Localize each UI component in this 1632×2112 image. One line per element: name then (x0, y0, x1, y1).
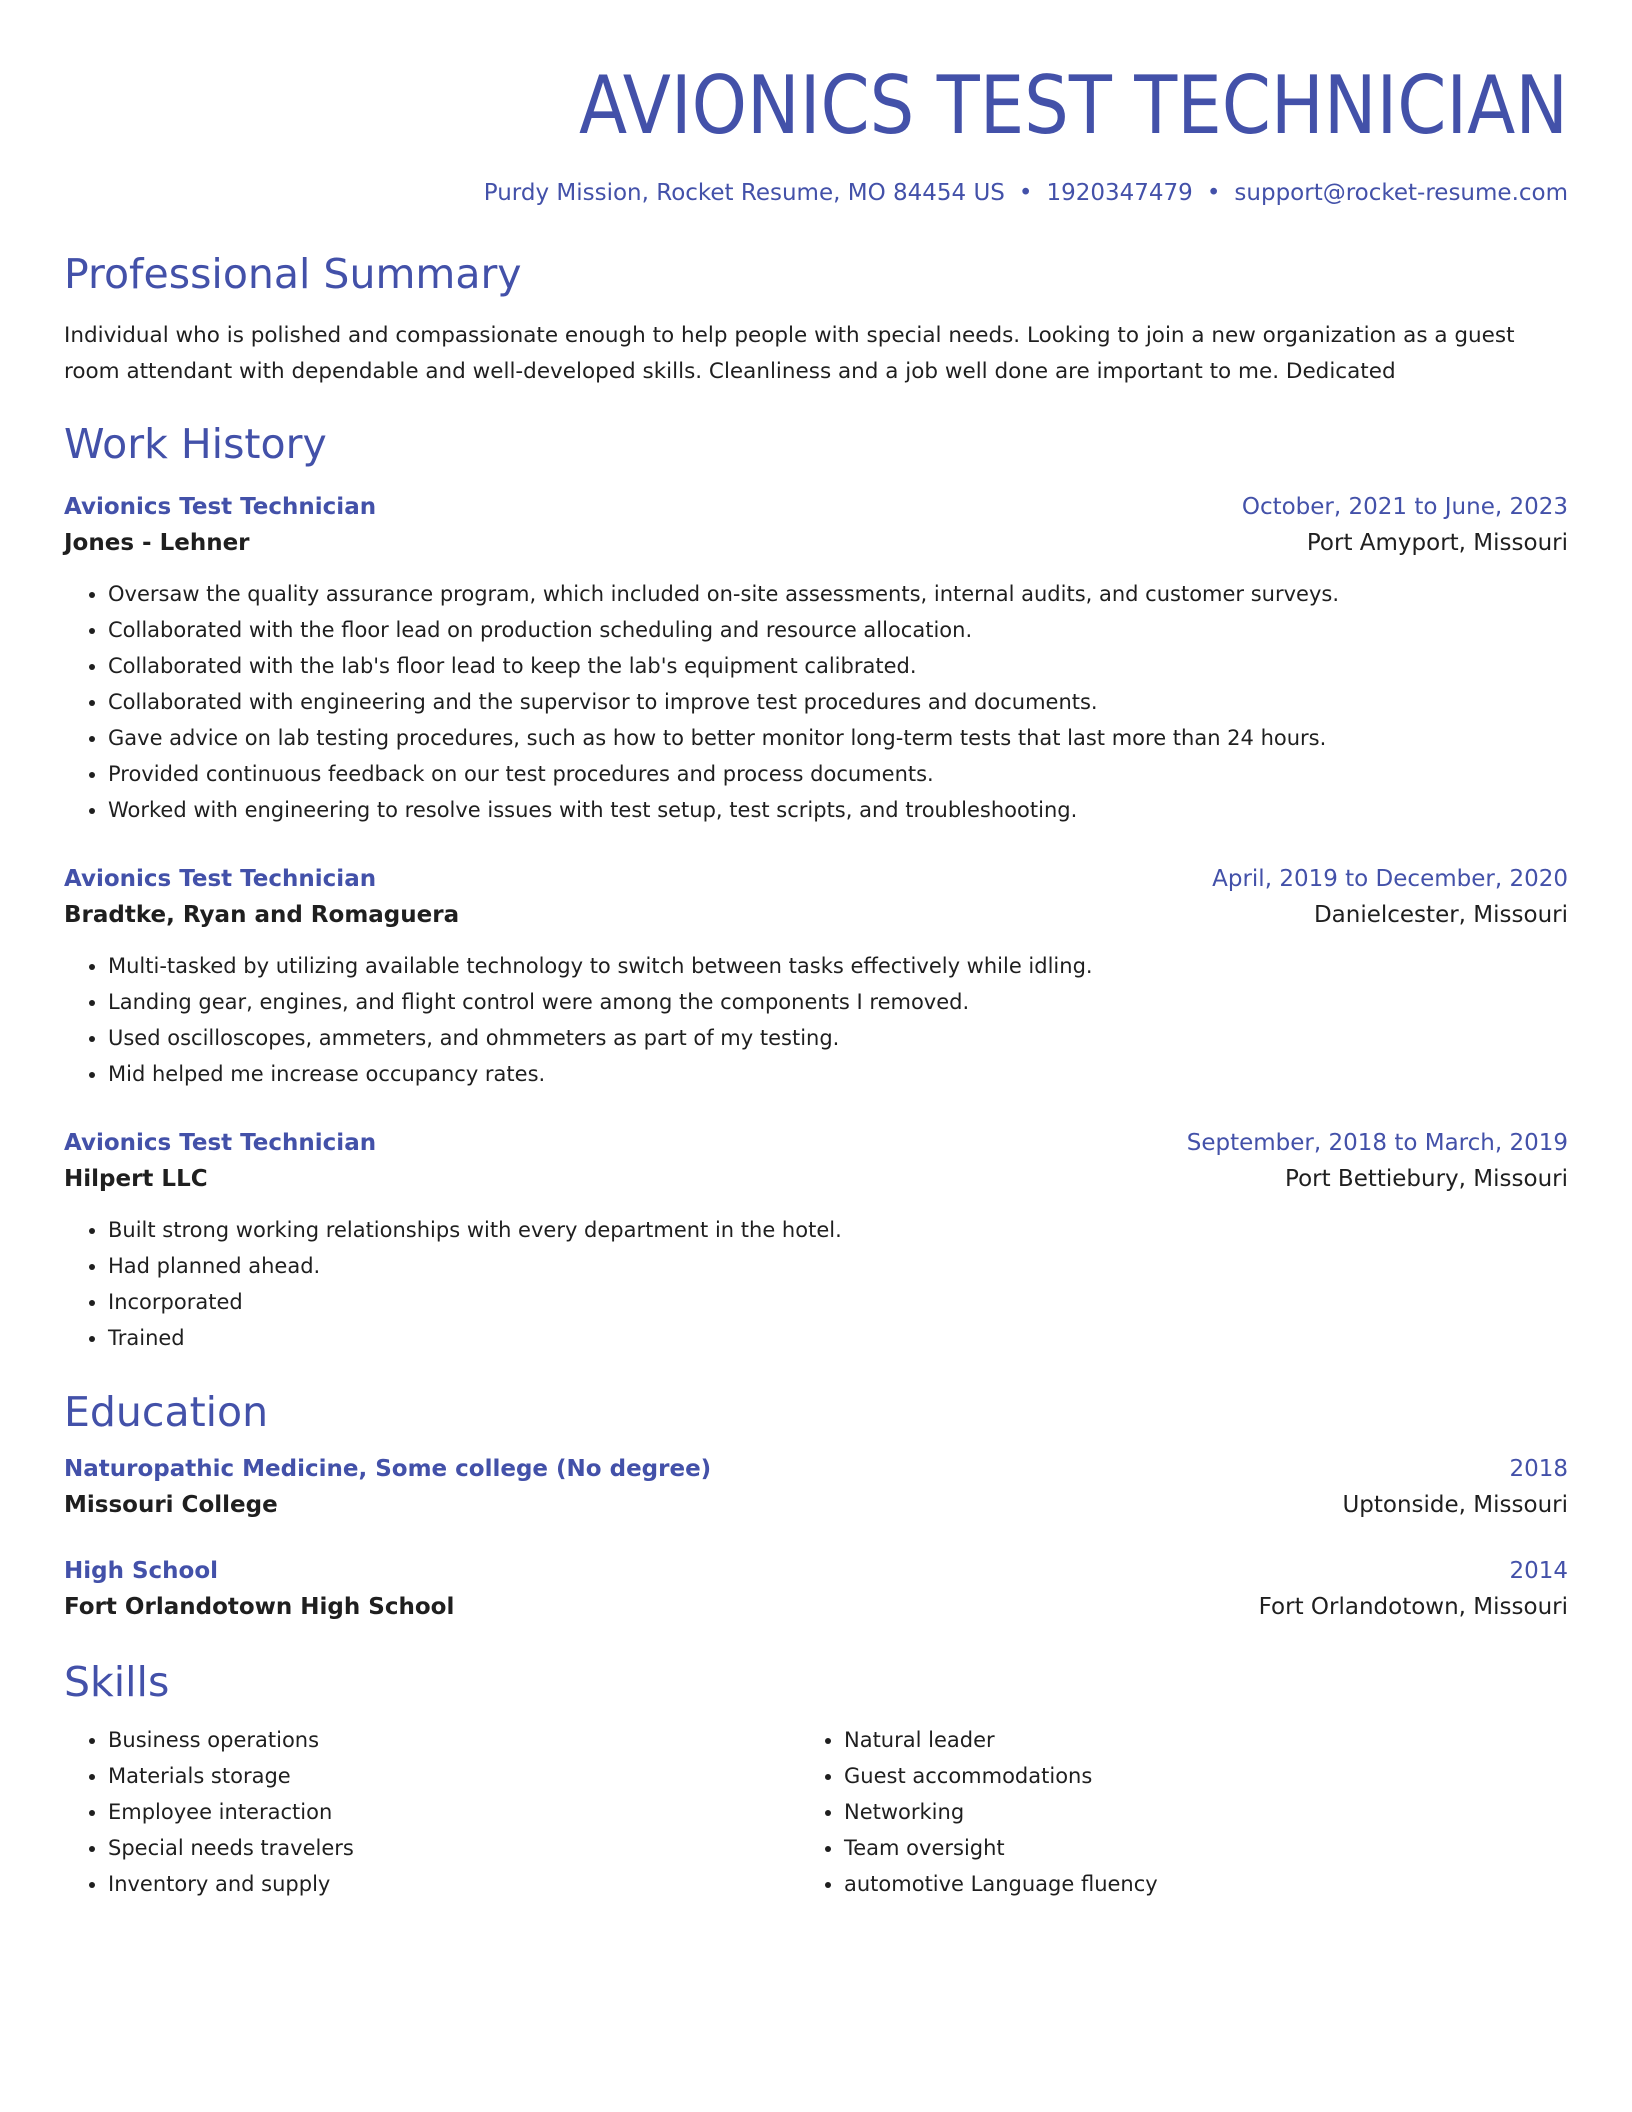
job-company: Hilpert LLC (64, 1166, 208, 1192)
skill-item: • automotive Language fluency (844, 1866, 1536, 1902)
bullet-item: • Multi-tasked by utilizing available technology to switch between tasks effectively while idling. (108, 948, 1568, 984)
bullet-item: • Gave advice on lab testing procedures, such as how to better monitor long-term tests that last more than 24 hours. (108, 720, 1568, 756)
job-dates: April, 2019 to December, 2020 (1212, 866, 1568, 892)
skill-item: • Guest accommodations (844, 1758, 1536, 1794)
work-history-heading: Work History (64, 420, 327, 468)
skill-item: • Employee interaction (108, 1794, 800, 1830)
work-entry (64, 1126, 1568, 1356)
education-heading: Education (64, 1388, 269, 1436)
school-location: Uptonside, Missouri (1342, 1492, 1568, 1518)
job-role: Avionics Test Technician (64, 1130, 377, 1156)
job-company: Jones - Lehner (64, 530, 250, 556)
job-location: Port Bettiebury, Missouri (1285, 1166, 1568, 1192)
skills-column-left (64, 1722, 800, 1902)
school-name: Missouri College (64, 1492, 278, 1518)
degree-name: High School (64, 1558, 219, 1584)
contact-email[interactable]: support@rocket-resume.com (1234, 180, 1568, 206)
skill-item: • Natural leader (844, 1722, 1536, 1758)
contact-address: Purdy Mission, Rocket Resume, MO 84454 US (483, 180, 1005, 206)
skill-item: • Materials storage (108, 1758, 800, 1794)
skill-item: • Team oversight (844, 1830, 1536, 1866)
bullet-item: • Collaborated with engineering and the supervisor to improve test procedures and documents. (108, 684, 1568, 720)
bullet-item: • Provided continuous feedback on our test procedures and process documents. (108, 756, 1568, 792)
degree-name: Naturopathic Medicine, Some college (No degree) (64, 1456, 712, 1482)
contact-phone: 1920347479 (1046, 180, 1193, 206)
job-company: Bradtke, Ryan and Romaguera (64, 902, 460, 928)
bullet-item: • Incorporated (108, 1284, 1568, 1320)
job-location: Port Amyport, Missouri (1306, 530, 1568, 556)
skills-column-right (800, 1722, 1536, 1902)
contact-line (64, 178, 1568, 208)
skills-grid (64, 1722, 1568, 1902)
bullet-item: • Landing gear, engines, and flight control were among the components I removed. (108, 984, 1568, 1020)
skill-item: • Networking (844, 1794, 1536, 1830)
bullet-item: • Collaborated with the floor lead on production scheduling and resource allocation. (108, 612, 1568, 648)
education-entry (64, 1452, 1568, 1524)
school-name: Fort Orlandotown High School (64, 1594, 455, 1620)
job-bullets (64, 576, 1568, 828)
work-entry (64, 862, 1568, 1092)
job-bullets (64, 1212, 1568, 1356)
resume-header (64, 58, 1568, 208)
bullet-item: • Oversaw the quality assurance program, which included on-site assessments, internal audits, and customer surveys. (108, 576, 1568, 612)
graduation-year: 2018 (1509, 1456, 1568, 1482)
contact-separator: • (1206, 180, 1221, 206)
skills-heading: Skills (64, 1658, 170, 1706)
bullet-item: • Built strong working relationships with every department in the hotel. (108, 1212, 1568, 1248)
bullet-item: • Had planned ahead. (108, 1248, 1568, 1284)
bullet-item: • Collaborated with the lab's floor lead to keep the lab's equipment calibrated. (108, 648, 1568, 684)
contact-separator: • (1018, 180, 1033, 206)
job-dates: September, 2018 to March, 2019 (1186, 1130, 1568, 1156)
job-location: Danielcester, Missouri (1313, 902, 1568, 928)
education-entry (64, 1554, 1568, 1626)
job-role: Avionics Test Technician (64, 494, 377, 520)
job-bullets (64, 948, 1568, 1092)
skill-item: • Inventory and supply (108, 1866, 800, 1902)
skill-item: • Business operations (108, 1722, 800, 1758)
skill-item: • Special needs travelers (108, 1830, 800, 1866)
summary-heading: Professional Summary (64, 250, 522, 298)
bullet-item: • Worked with engineering to resolve issues with test setup, test scripts, and troubleshooting. (108, 792, 1568, 828)
candidate-title: AVIONICS TEST TECHNICIAN (579, 59, 1568, 152)
job-dates: October, 2021 to June, 2023 (1241, 494, 1568, 520)
summary-text: Individual who is polished and compassionate enough to help people with special needs. Looking to join a new organization as a guest room attendant with dependable and well-developed skills. Cleanliness and a job well done are important to me. Dedicated (64, 323, 1515, 384)
bullet-item: • Mid helped me increase occupancy rates. (108, 1056, 1568, 1092)
job-role: Avionics Test Technician (64, 866, 377, 892)
bullet-item: • Trained (108, 1320, 1568, 1356)
graduation-year: 2014 (1509, 1558, 1568, 1584)
bullet-item: • Used oscilloscopes, ammeters, and ohmmeters as part of my testing. (108, 1020, 1568, 1056)
work-entry (64, 490, 1568, 828)
school-location: Fort Orlandotown, Missouri (1258, 1594, 1568, 1620)
